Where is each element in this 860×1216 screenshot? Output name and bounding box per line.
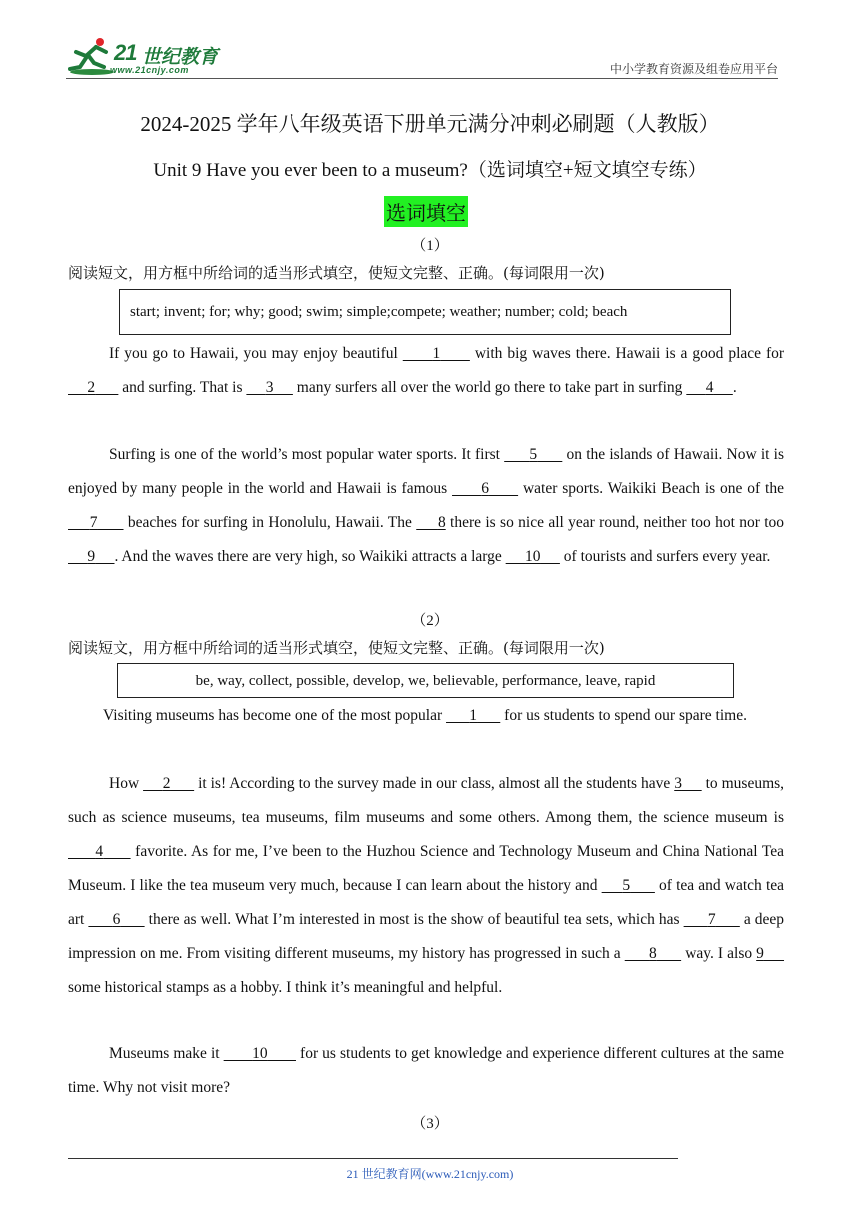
exercise-2-paragraph-3: Museums make it 10 for us students to get knowledge and experience different cultures at the same time. Why not visit more? — [68, 1045, 785, 1096]
exercise-2-number: （2） — [411, 613, 449, 629]
blank[interactable]: 10 — [525, 548, 541, 565]
exercise-3-number: （3） — [411, 1116, 449, 1132]
blank[interactable]: 9 — [87, 548, 96, 565]
blank[interactable]: 7 — [707, 911, 716, 928]
exercise-1-instruction: 阅读短文，用方框中所给词的适当形式填空，使短文完整、正确。(每词限用一次) — [68, 264, 605, 282]
page-title: 2024-2025 学年八年级英语下册单元满分冲刺必刷题（人教版） — [140, 112, 720, 136]
logo-number: 21 — [114, 40, 137, 65]
exercise-2-paragraph-1: Visiting museums has become one of the most popular 1 for us students to spend our spare time. — [103, 707, 747, 724]
blank[interactable]: 8 — [437, 514, 446, 531]
blank[interactable]: 1 — [432, 345, 441, 362]
page-subtitle: Unit 9 Have you ever been to a museum?（选词填空+短文填空专练） — [153, 160, 707, 181]
exercise-1-paragraph-2: Surfing is one of the world’s most popular water sports. It first 5 on the islands of Hawaii. Now it is enjoyed by many people in the world and Hawaii is famous 6 water sports. Waikiki Beach is one of the 7 beaches for surfing in Honolulu, Hawaii. The 8 there is so nice all year round, neither too hot nor too 9 . And the waves there are very high, so Waikiki attracts a large 10 of tourists and surfers every year. — [68, 446, 785, 565]
footer-divider — [68, 1158, 678, 1159]
exercise-1-number: （1） — [411, 238, 449, 254]
exercise-1-word-box: start; invent; for; why; good; swim; simple;compete; weather; number; cold; beach — [119, 289, 731, 335]
runner-logo-icon — [66, 36, 116, 78]
blank[interactable]: 9 — [756, 945, 764, 962]
exercise-2-instruction: 阅读短文，用方框中所给词的适当形式填空，使短文完整、正确。(每词限用一次) — [68, 639, 605, 657]
blank[interactable]: 3 — [674, 775, 682, 792]
header-divider — [66, 78, 778, 79]
blank[interactable]: 10 — [252, 1045, 268, 1062]
blank[interactable]: 4 — [95, 843, 104, 860]
blank[interactable]: 3 — [265, 379, 274, 396]
blank[interactable]: 2 — [162, 775, 171, 792]
blank[interactable]: 8 — [649, 945, 657, 962]
blank[interactable]: 2 — [87, 379, 96, 396]
site-tagline: 中小学教育资源及组卷应用平台 — [609, 62, 778, 76]
exercise-2-word-box: be, way, collect, possible, develop, we, believable, performance, leave, rapid — [117, 663, 734, 698]
blank[interactable]: 5 — [529, 446, 538, 463]
blank[interactable]: 7 — [89, 514, 98, 531]
blank[interactable]: 6 — [112, 911, 121, 928]
footer-link[interactable]: 21 世纪教育网(www.21cnjy.com) — [346, 1167, 514, 1181]
exercise-1-paragraph-1: If you go to Hawaii, you may enjoy beautiful 1 with big waves there. Hawaii is a good place for 2 and surfing. That is 3 many surfers all over the world go there to take part in surfing 4 . — [68, 337, 784, 405]
blank[interactable]: 1 — [469, 707, 478, 724]
section-label: 选词填空 — [384, 196, 468, 227]
blank[interactable]: 6 — [481, 480, 489, 497]
blank[interactable]: 4 — [705, 379, 714, 396]
logo-text: 世纪教育 — [142, 46, 219, 68]
blank[interactable]: 5 — [622, 877, 631, 894]
logo-url: www.21cnjy.com — [110, 65, 189, 75]
exercise-2-paragraph-2: How 2 it is! According to the survey made in our class, almost all the students have 3 to museums, such as science museums, tea museums, film museums and some others. Among them, the science museum is 4 favorite. As for me, I’ve been to the Huzhou Science and Technology Museum and China National Tea Museum. I like the tea museum very much, because I can learn about the history and 5 of tea and watch tea art 6 there as well. What I’m interested in most is the show of beautiful tea sets, which has 7 a deep impression on me. From visiting different museums, my history has progressed in such a 8 way. I also 9 some historical stamps as a hobby. I think it’s meaningful and helpful. — [68, 775, 785, 996]
